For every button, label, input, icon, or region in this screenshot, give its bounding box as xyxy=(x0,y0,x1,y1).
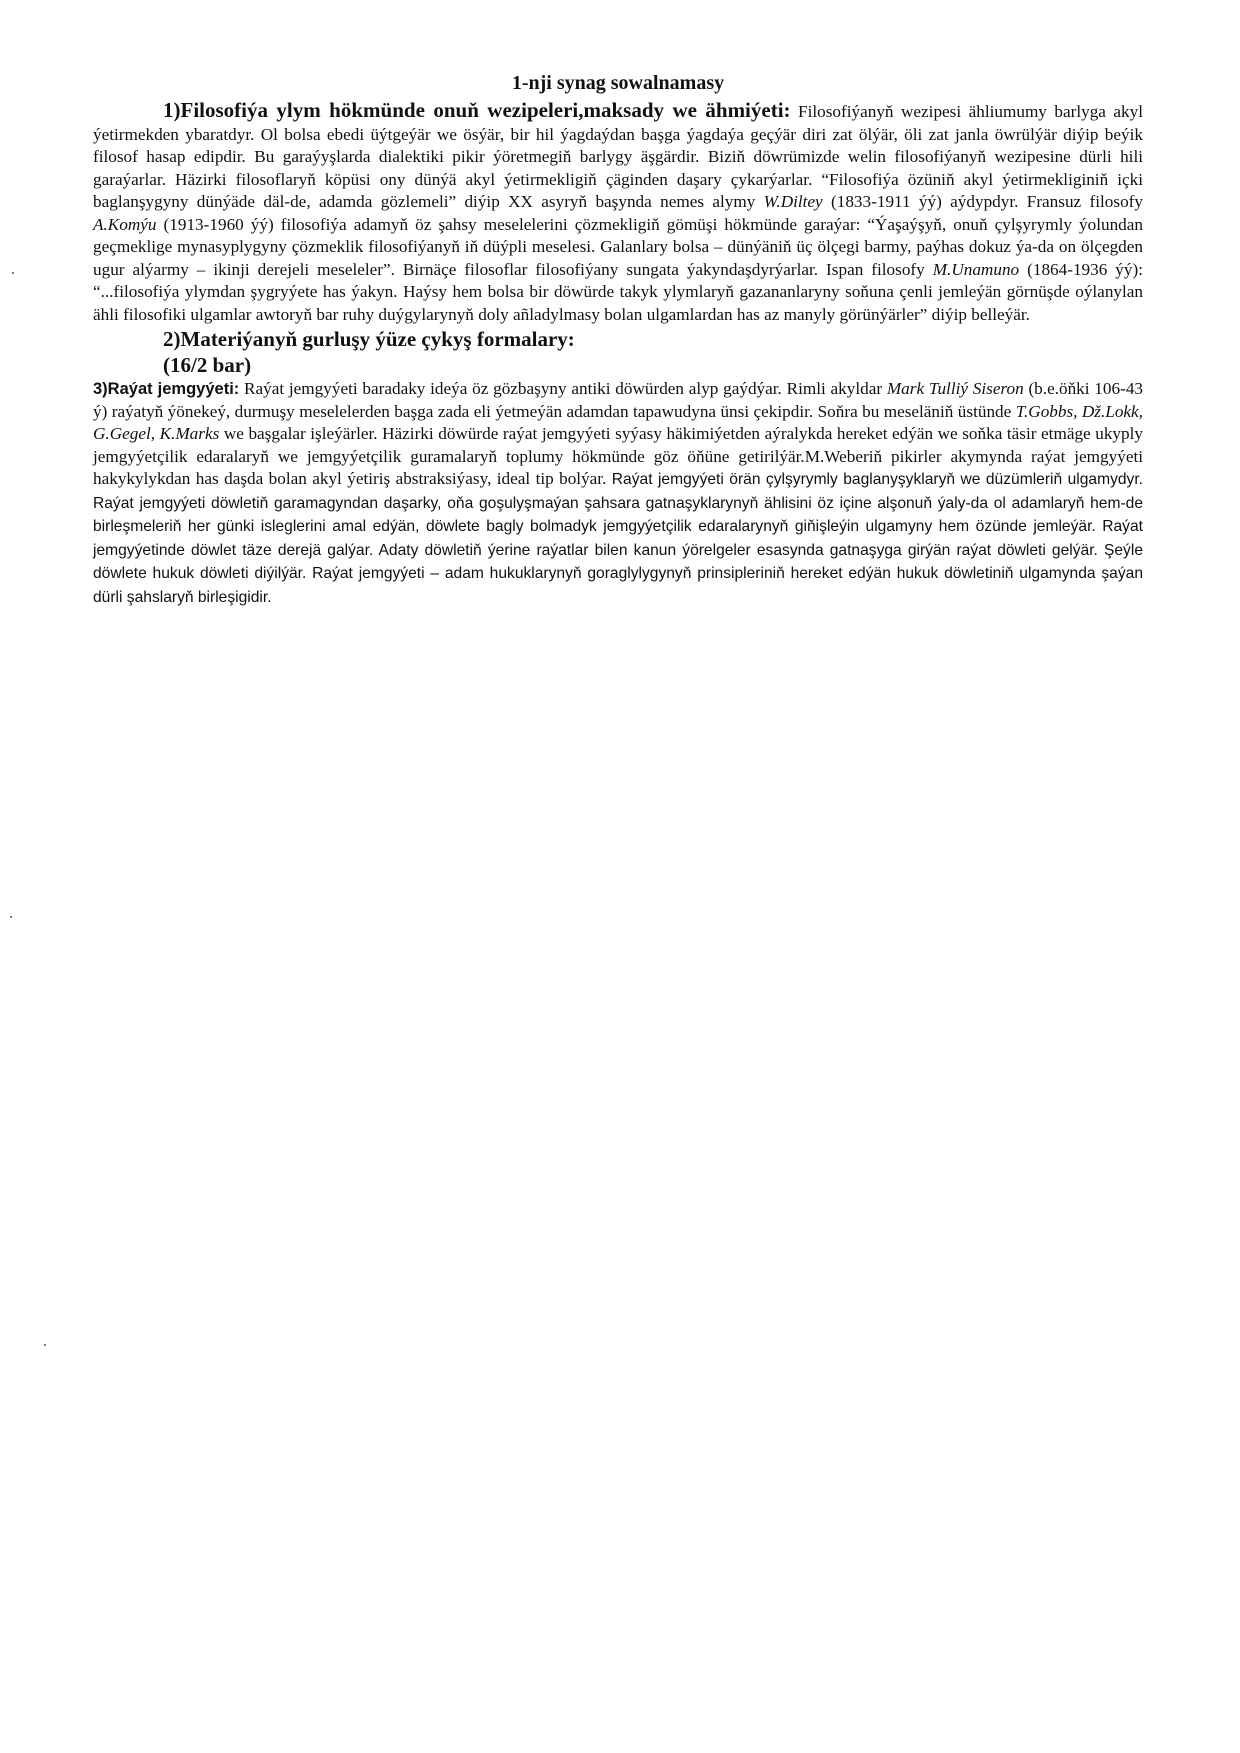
section-1-paragraph xyxy=(93,99,1143,326)
text-run: (1864-1936 ýý): “...filosofiýa ylymdan şygryýete has ýakyn. Haýsy hem bolsa bir döwürde takyk ylymlaryň gazananlaryny soňuna çenli jemleýän görnüşde oýlanylan ähli filosofiki ulgamlar awtoryň bar ruhy duýgylarynyň doly añladylmasy bolan ulgamlardan has az manyly görünýärler” diýip belleýär. xyxy=(93,259,1143,324)
text-run: (b.e.öňki 106-43 ý) raýatyň ýönekeý, durmuşy meselelerden başga zada eli ýetmeýän adamdan tapawudyna ünsi çekipdir. Soňra bu meseläniň üstünde xyxy=(93,379,1144,421)
page-title: 1-nji synag sowalnamasy xyxy=(511,72,725,94)
author-name: A.Komýu xyxy=(93,214,157,234)
text-run-sans: Raýat jemgyýeti örän çylşyrymly baglanyşyklaryň we düzümleriň ulgamydyr. Raýat jemgyýeti döwletiň garamagyndan daşarky, oňa goşulyşmaýan şahsara gatnaşyklarynyň ählisini öz içine alşonuň ýaly-da ol adamlaryň hem-de birleşmeleriň her günki isleglerini amal edýän, döwlete bagly bolmadyk jemgyýetçilik edaralarynyň giňişleýin ulgamyny hem özünde jemleýär. Raýat jemgyýetinde döwlet täze derejä galýar. Adaty döwletiň ýerine raýatlar bilen kanun ýörelgeler esasynda gatnaşyga girýän raýat döwleti gelýär. Şeýle döwlete hukuk döwleti diýilýär. Raýat jemgyýeti – adam hukuklarynyň goraglylygynyň prinsipleriniň hereket edýän hukuk döwletiniň ulgamynda şaýan dürli şahslaryň birleşigidir. xyxy=(93,471,1143,606)
text-run: we başgalar işleýärler. Häzirki döwürde raýat jemgyýeti syýasy häkimiýetden aýralykda hereket edýän we soňka täsir etmäge ukyply jemgyýetçilik edaralaryň we jemgyýetçilik guramalaryň toplumy hökmünde göz öňüne getirilýär.M.Weberiň pikirler akymynda raýat jemgyýeti hakykylykdan has daşda bolan akyl ýetiriş abstraksiýasy, ideal tip bolýar. xyxy=(93,424,1143,488)
section-3-heading: 3)Raýat jemgyýeti: xyxy=(93,380,240,398)
author-name: Mark Tulliý Siseron xyxy=(886,379,1024,398)
section-2-subheading: (16/2 bar) xyxy=(163,353,252,377)
section-2-heading: 2)Materiýanyň gurluşy ýüze çykyş formalary: xyxy=(163,327,575,351)
scan-speck xyxy=(44,1344,46,1346)
text-run: (1833-1911 ýý) aýdypdyr. Fransuz filosofy xyxy=(822,192,1143,211)
author-name: W.Diltey xyxy=(763,192,823,211)
section-1-heading: 1)Filosofiýa ylym hökmünde onuň wezipeleri,maksady we ähmiýeti: xyxy=(163,98,791,122)
text-run: Filosofiýanyň wezipesi ähliumumy barlyga akyl ýetirmekden ybaratdyr. Ol bolsa ebedi üýtgeýär we ösýär, bir hil ýagdaýdan başga ýagdaýa geçýär diri zat ölýär, öli zat janla öwrülýär diýip beýik filosof hasap edipdir. Bu garaýyşlarda dialektiki pikir ýöretmegiň barlygy äşgärdir. Biziň döwrümizde welin filosofiýanyň wezipesine dürli hili garaýarlar. Häzirki filosoflaryň köpüsi ony dünýä akyl ýetirmekligiň çäginden daşary çykarýarlar. “Filosofiýa özüniň akyl ýetirmekliginiň içki baglanşygyny dünýäde däl-de, adamda gözlemeli” diýip XX asyryň başynda nemes alymy xyxy=(93,102,1143,211)
scan-speck xyxy=(12,272,14,274)
author-names: T.Gobbs, Dž.Lokk, G.Gegel, K.Marks xyxy=(93,401,1143,443)
author-name: M.Unamuno xyxy=(932,259,1020,279)
document-page xyxy=(93,70,1143,610)
scan-speck xyxy=(10,916,12,918)
text-run: (1913-1960 ýý) filosofiýa adamyň öz şahsy meselelerini çözmekligiň gömüşi hökmünde garaýar: “Ýaşaýşyň, onuň çylşyrymly ýolundan geçmeklige mynasyplygyny çözmeklik filosofiýanyň iň düýpli meselesi. Galanlary bolsa – dünýäniň üç ölçegi barmy, paýhas dokuz ýa-da on ölçegden ugur alýarmy – ikinji derejeli meseleler”. Birnäçe filosoflar filosofiýany sungata ýakyndaşdyrýarlar. Ispan filosofy xyxy=(93,214,1143,279)
section-1-body xyxy=(93,102,1143,324)
section-3-paragraph xyxy=(93,378,1143,610)
text-run: Raýat jemgyýeti baradaky ideýa öz gözbaşyny antiki döwürden alyp gaýdýar. Rimli akyldar xyxy=(239,379,887,398)
